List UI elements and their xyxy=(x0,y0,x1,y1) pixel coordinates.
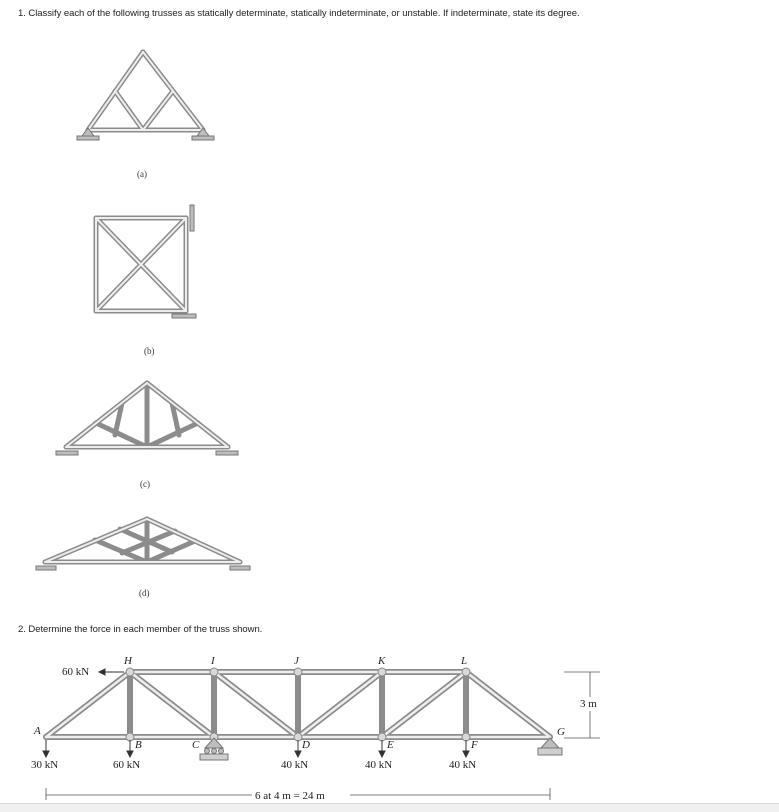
caption-d: (d) xyxy=(139,588,150,598)
joint-label-c: C xyxy=(192,739,200,751)
question-2-text: 2. Determine the force in each member of the truss shown. xyxy=(18,624,263,635)
load-label-a: 30 kN xyxy=(31,759,59,771)
truss-c-supports xyxy=(56,451,238,455)
truss-d-supports xyxy=(36,566,250,570)
caption-c: (c) xyxy=(140,479,150,489)
load-label-b: 60 kN xyxy=(113,759,141,771)
truss-d xyxy=(45,519,240,562)
joint-label-h: H xyxy=(124,655,132,667)
truss-a xyxy=(88,52,203,130)
joint-label-f: F xyxy=(471,739,478,751)
load-arrows xyxy=(43,669,469,757)
caption-a: (a) xyxy=(137,169,147,179)
load-label-d: 40 kN xyxy=(281,759,309,771)
question-1-text: 1. Classify each of the following trusses as statically determinate, statically indeterminate, or unstable. If indeterminate, state its degree. xyxy=(18,8,580,19)
load-label-e: 40 kN xyxy=(365,759,393,771)
joint-label-i: I xyxy=(211,655,215,667)
load-label-f: 40 kN xyxy=(449,759,477,771)
truss-problem-2 xyxy=(46,672,550,737)
truss-c xyxy=(66,383,228,447)
joint-label-g: G xyxy=(557,726,565,738)
joint-label-e: E xyxy=(387,739,394,751)
load-label-h: 60 kN xyxy=(62,666,90,678)
height-dimension-label: 3 m xyxy=(580,698,597,710)
joint-label-k: K xyxy=(378,655,386,667)
joint-label-d: D xyxy=(302,739,310,751)
joint-label-b: B xyxy=(135,739,142,751)
joint-label-l: L xyxy=(461,655,468,667)
joint-label-j: J xyxy=(294,655,299,667)
joint-label-a: A xyxy=(34,725,41,737)
caption-b: (b) xyxy=(144,346,155,356)
span-dimension-label: 6 at 4 m = 24 m xyxy=(255,790,325,802)
